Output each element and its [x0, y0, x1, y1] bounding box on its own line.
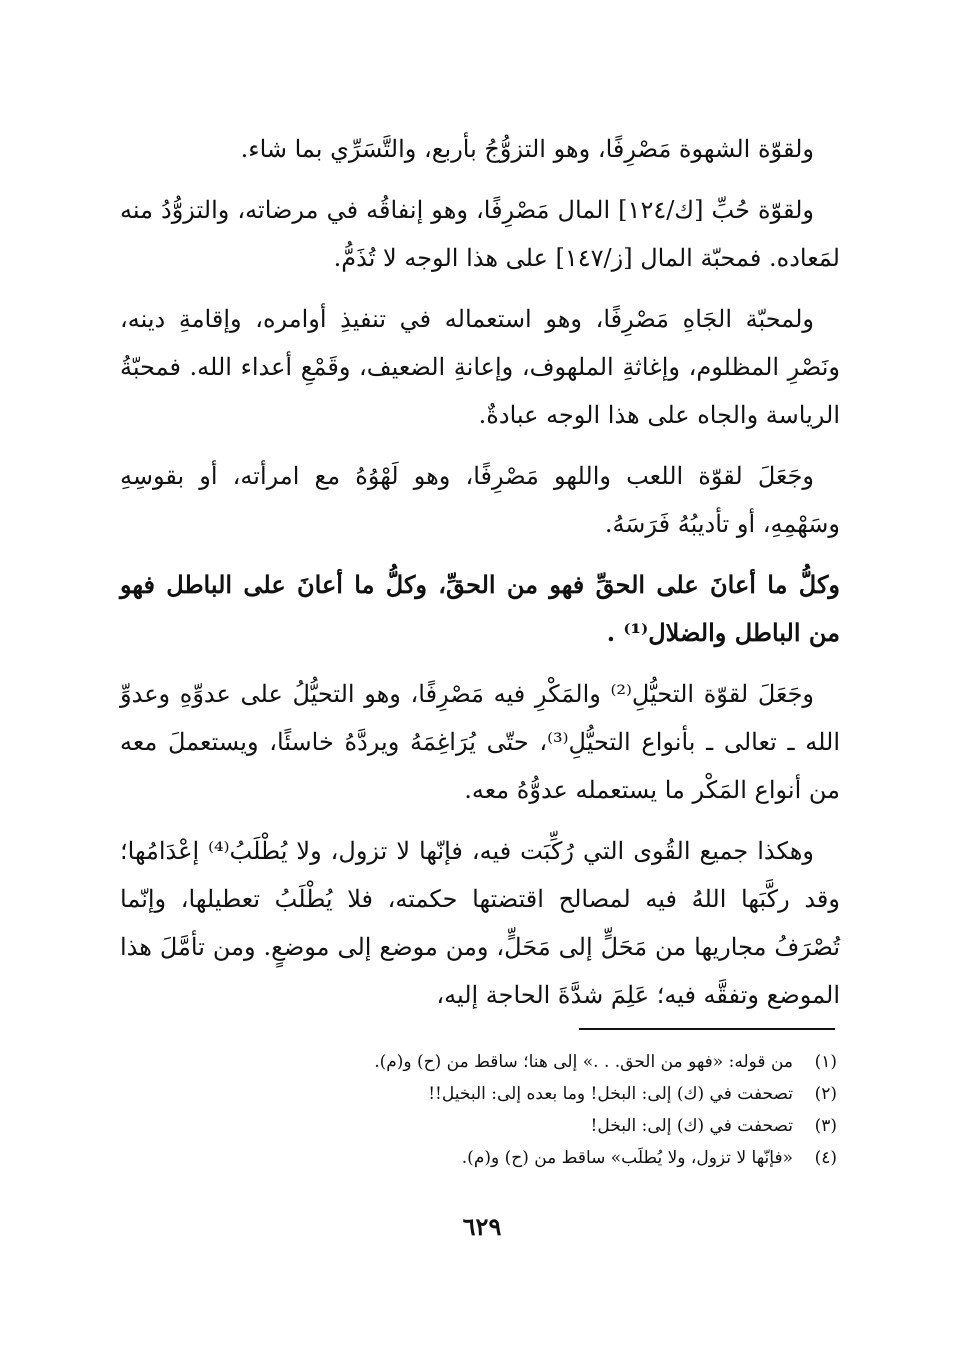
paragraph-text: ولقوّة حُبِّ [ك/١٢٤] المال مَصْرِفًا، وهو إنفاقُه في مرضاته، والتزوُّدُ منه لمَعاده. فمحبّة المال [ز/١٤٧] على هذا الوجه لا تُذَمُّ.: [120, 196, 840, 272]
footnote-number: (٤): [814, 1148, 837, 1168]
page-number: ٦٢٩: [462, 1212, 502, 1241]
paragraph: [120, 827, 840, 1019]
paragraph: [120, 670, 840, 814]
footnote: [237, 1142, 837, 1174]
paragraph-text: وكلُّ ما أعانَ على الحقِّ فهو من الحقِّ، وكلُّ ما أعانَ على الباطل فهو من الباطل والضلال⁽¹⁾ .: [120, 570, 840, 647]
footnote-number: (٣): [814, 1116, 837, 1136]
paragraph-text: وجَعَلَ لقوّة اللعب واللهو مَصْرِفًا، وهو لَهْوُهُ مع امرأته، أو بقوسِهِ وسَهْمِهِ، أو تأديبُهُ فَرَسَهُ.: [120, 462, 840, 538]
paragraph-text: وجَعَلَ لقوّة التحيُّلِ⁽²⁾ والمَكْرِ فيه مَصْرِفًا، وهو التحيُّلُ على عدوِّهِ وعدوِّ الله ـ تعالى ـ بأنواع التحيُّلِ⁽³⁾، حتّى يُرَاغِمَهُ ويردَّهُ خاسئًا، ويستعملَ معه من أنواع المَكْر ما يستعمله عدوُّهُ معه.: [120, 680, 840, 804]
footnotes: [237, 1046, 837, 1174]
footnote-text: «فإنّها لا تزول، ولا يُطلَب» ساقط من (ح) و(م).: [461, 1148, 793, 1168]
paragraph-text: ولمحبّة الجَاهِ مَصْرِفًا، وهو استعماله في تنفيذِ أوامره، وإقامةِ دينه، ونَصْرِ المظلوم، وإغاثةِ الملهوف، وإعانةِ الضعيف، وقَمْعِ أعداء الله. فمحبّةُ الرياسة والجاه على هذا الوجه عبادةٌ.: [120, 305, 840, 429]
main-text: [120, 125, 840, 1032]
footnote: [237, 1110, 837, 1142]
footnote-divider: [579, 1028, 835, 1030]
footnote-number: (١): [814, 1052, 837, 1072]
footnote: [237, 1078, 837, 1110]
footnote: [237, 1046, 837, 1078]
paragraph: [120, 295, 840, 439]
paragraph-text: وهكذا جميع القُوى التي رُكِّبَت فيه، فإنّها لا تزول، ولا يُطْلَبُ⁽⁴⁾ إعْدَامُها؛ وقد ركَّبَها اللهُ فيه لمصالح اقتضتها حكمته، فلا يُطْلَبُ تعطيلها، وإنّما تُصْرَفُ مجاريها من مَحَلٍّ إلى مَحَلٍّ، ومن موضع إلى موضعٍ. ومن تأمَّلَ هذا الموضع وتفقَّه فيه؛ عَلِمَ شدَّةَ الحاجة إليه،: [120, 837, 840, 1009]
paragraph: [120, 452, 840, 548]
footnote-text: تصحفت في (ك) إلى: البخل! وما بعده إلى: البخيل!!: [428, 1084, 793, 1104]
footnote-text: تصحفت في (ك) إلى: البخل!: [590, 1116, 793, 1136]
footnote-text: من قوله: «فهو من الحق. . .» إلى هنا؛ ساقط من (ح) و(م).: [374, 1052, 793, 1072]
paragraph-text: ولقوّة الشهوة مَصْرِفًا، وهو التزوُّجُ بأربع، والتَّسَرِّي بما شاء.: [240, 135, 814, 163]
bold-paragraph: [120, 561, 840, 657]
paragraph: [120, 186, 840, 282]
paragraph: [120, 125, 840, 173]
footnote-number: (٢): [814, 1084, 837, 1104]
